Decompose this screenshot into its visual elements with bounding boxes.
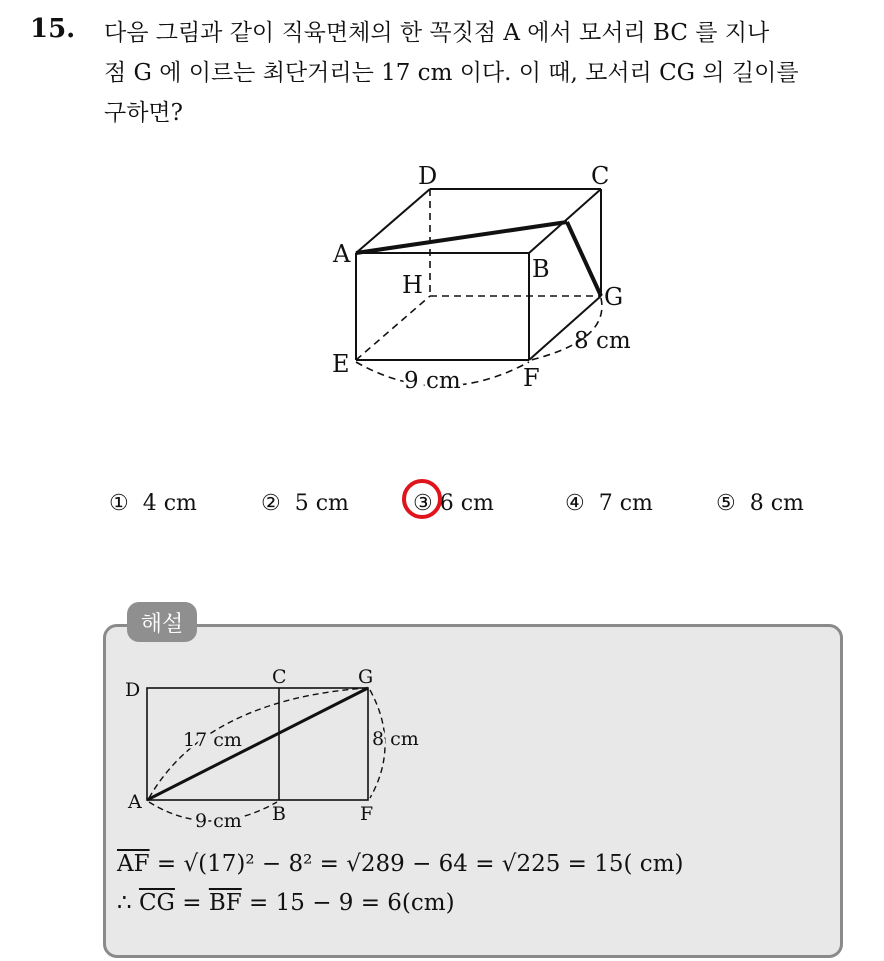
net-label-b: B [272, 803, 286, 825]
label-g: G [604, 283, 624, 311]
label-ef-length: 9 cm [404, 368, 461, 394]
label-a: A [333, 240, 351, 268]
net-label-c: C [272, 666, 287, 688]
choice-2[interactable]: ② 5 cm [261, 491, 349, 516]
answer-circle-mark [402, 479, 442, 519]
cuboid-figure [320, 155, 650, 400]
net-label-f: F [360, 803, 374, 825]
net-figure [120, 660, 430, 835]
solution-tab-label: 해설 [127, 602, 197, 642]
choice-5[interactable]: ⑤ 8 cm [716, 491, 804, 516]
net-label-d: D [125, 679, 141, 701]
label-f: F [523, 364, 540, 392]
solution-formula-1: $\overline{AF} = √(17)^2 - 8^2 = √289 - 64 = √225 = 15$( cm) [117, 851, 684, 877]
label-e: E [332, 350, 350, 378]
label-c: C [591, 162, 610, 190]
label-h: H [402, 271, 423, 299]
choice-3[interactable]: ③ 6 cm [413, 491, 494, 516]
net-label-gf: 8 cm [372, 728, 419, 750]
net-label-ab: 9 cm [195, 810, 242, 832]
net-label-ag: 17 cm [183, 729, 242, 751]
solution-formula-2: ∴ $\overline{CG} = \overline{BF} = 15 - 9 = 6(cm)$ [117, 890, 455, 916]
label-d: D [418, 162, 438, 190]
choice-4[interactable]: ④ 7 cm [565, 491, 653, 516]
choice-1[interactable]: ① 4 cm [109, 491, 197, 516]
label-b: B [532, 255, 550, 283]
net-label-g: G [358, 666, 374, 688]
question-text-line-3: 구하면? [104, 100, 183, 126]
label-fg-length: 8 cm [574, 328, 631, 354]
question-text-line-2: 점 G 에 이르는 최단거리는 17 cm 이다. 이 때, 모서리 CG 의 길이를 [104, 60, 799, 86]
net-label-a: A [128, 791, 142, 813]
question-text-line-1: 다음 그림과 같이 직육면체의 한 꼭짓점 A 에서 모서리 BC 를 지나 [104, 20, 770, 46]
question-number: 15. [30, 14, 76, 44]
